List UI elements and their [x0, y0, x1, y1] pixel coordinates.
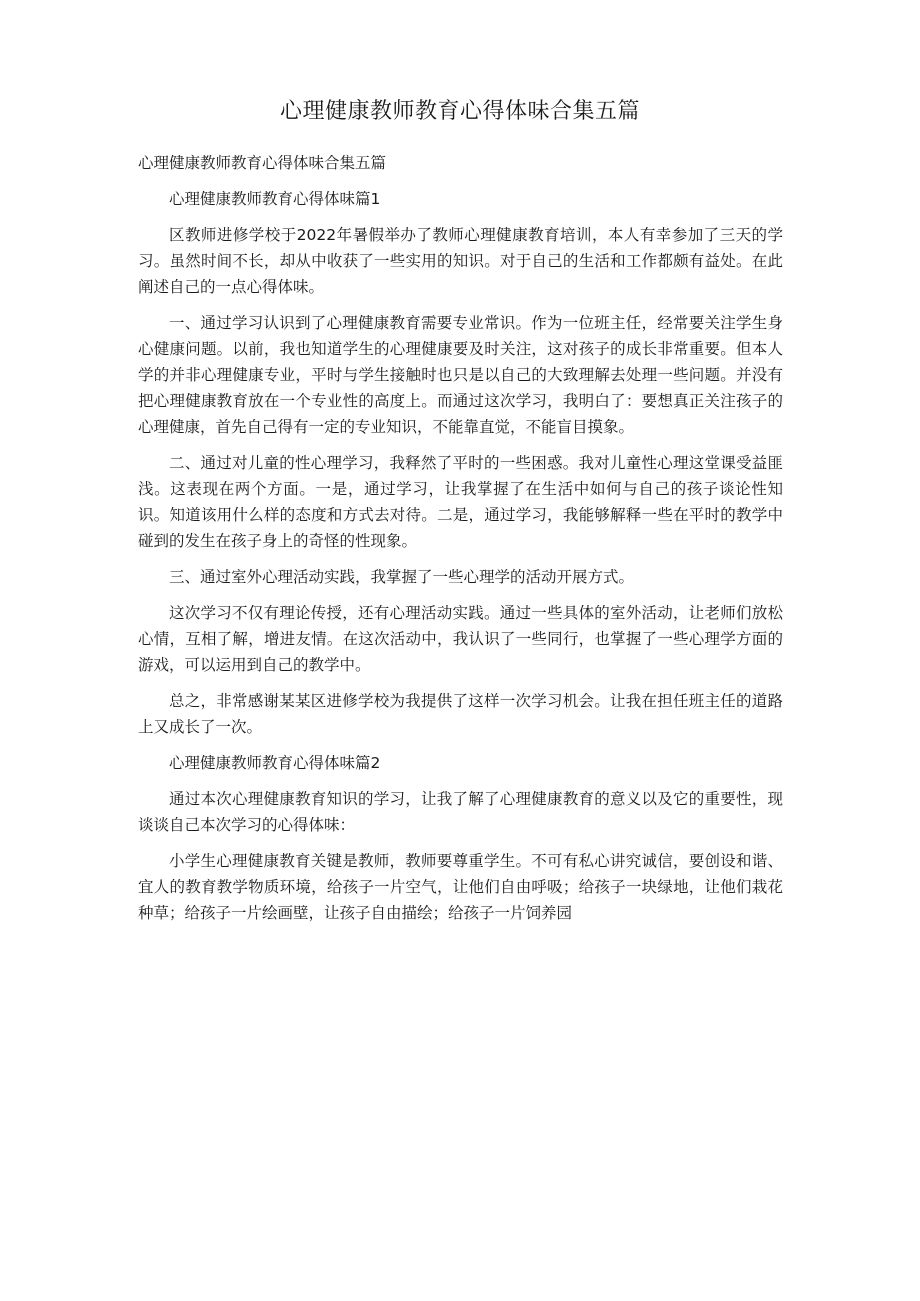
paragraph: 区教师进修学校于2022年暑假举办了教师心理健康教育培训，本人有幸参加了三天的学习。虽然时间不长，却从中收获了一些实用的知识。对于自己的生活和工作都颇有益处。在此阐述自己的一点心得体味。 [138, 226, 783, 296]
paragraph: 二、通过对儿童的性心理学习，我释然了平时的一些困惑。我对儿童性心理这堂课受益匪浅。这表现在两个方面。一是，通过学习，让我掌握了在生活中如何与自己的孩子谈论性知识。知道该用什么样的态度和方式去对待。二是，通过学习，我能够解释一些在平时的教学中碰到的发生在孩子身上的奇怪的性现象。 [138, 454, 783, 550]
paragraph: 通过本次心理健康教育知识的学习，让我了解了心理健康教育的意义以及它的重要性，现谈谈自己本次学习的心得体味： [138, 790, 783, 834]
section-heading-2: 心理健康教师教育心得体味篇2 [169, 754, 381, 772]
document-body [138, 150, 783, 936]
paragraph-subtitle: 心理健康教师教育心得体味合集五篇 [138, 154, 387, 172]
paragraph: 一、通过学习认识到了心理健康教育需要专业常识。作为一位班主任，经常要关注学生身心健康问题。以前，我也知道学生的心理健康要及时关注，这对孩子的成长非常重要。但本人学的并非心理健康专业，平时与学生接触时也只是以自己的大致理解去处理一些问题。并没有把心理健康教育放在一个专业性的高度上。而通过这次学习，我明白了：要想真正关注孩子的心理健康，首先自己得有一定的专业知识，不能靠直觉，不能盲目摸象。 [138, 314, 783, 436]
section-heading-1: 心理健康教师教育心得体味篇1 [169, 190, 381, 208]
paragraph: 三、通过室外心理活动实践，我掌握了一些心理学的活动开展方式。 [169, 568, 635, 586]
paragraph: 总之，非常感谢某某区进修学校为我提供了这样一次学习机会。让我在担任班主任的道路上又成长了一次。 [138, 692, 783, 736]
paragraph: 小学生心理健康教育关键是教师，教师要尊重学生。不可有私心讲究诚信，要创设和谐、宜人的教育教学物质环境，给孩子一片空气，让他们自由呼吸；给孩子一块绿地，让他们栽花种草；给孩子一片绘画壁，让孩子自由描绘；给孩子一片饲养园 [138, 852, 783, 922]
document-title: 心理健康教师教育心得体味合集五篇 [279, 99, 640, 124]
paragraph: 这次学习不仅有理论传授，还有心理活动实践。通过一些具体的室外活动，让老师们放松心情，互相了解，增进友情。在这次活动中，我认识了一些同行，也掌握了一些心理学方面的游戏，可以运用到自己的教学中。 [138, 604, 783, 674]
